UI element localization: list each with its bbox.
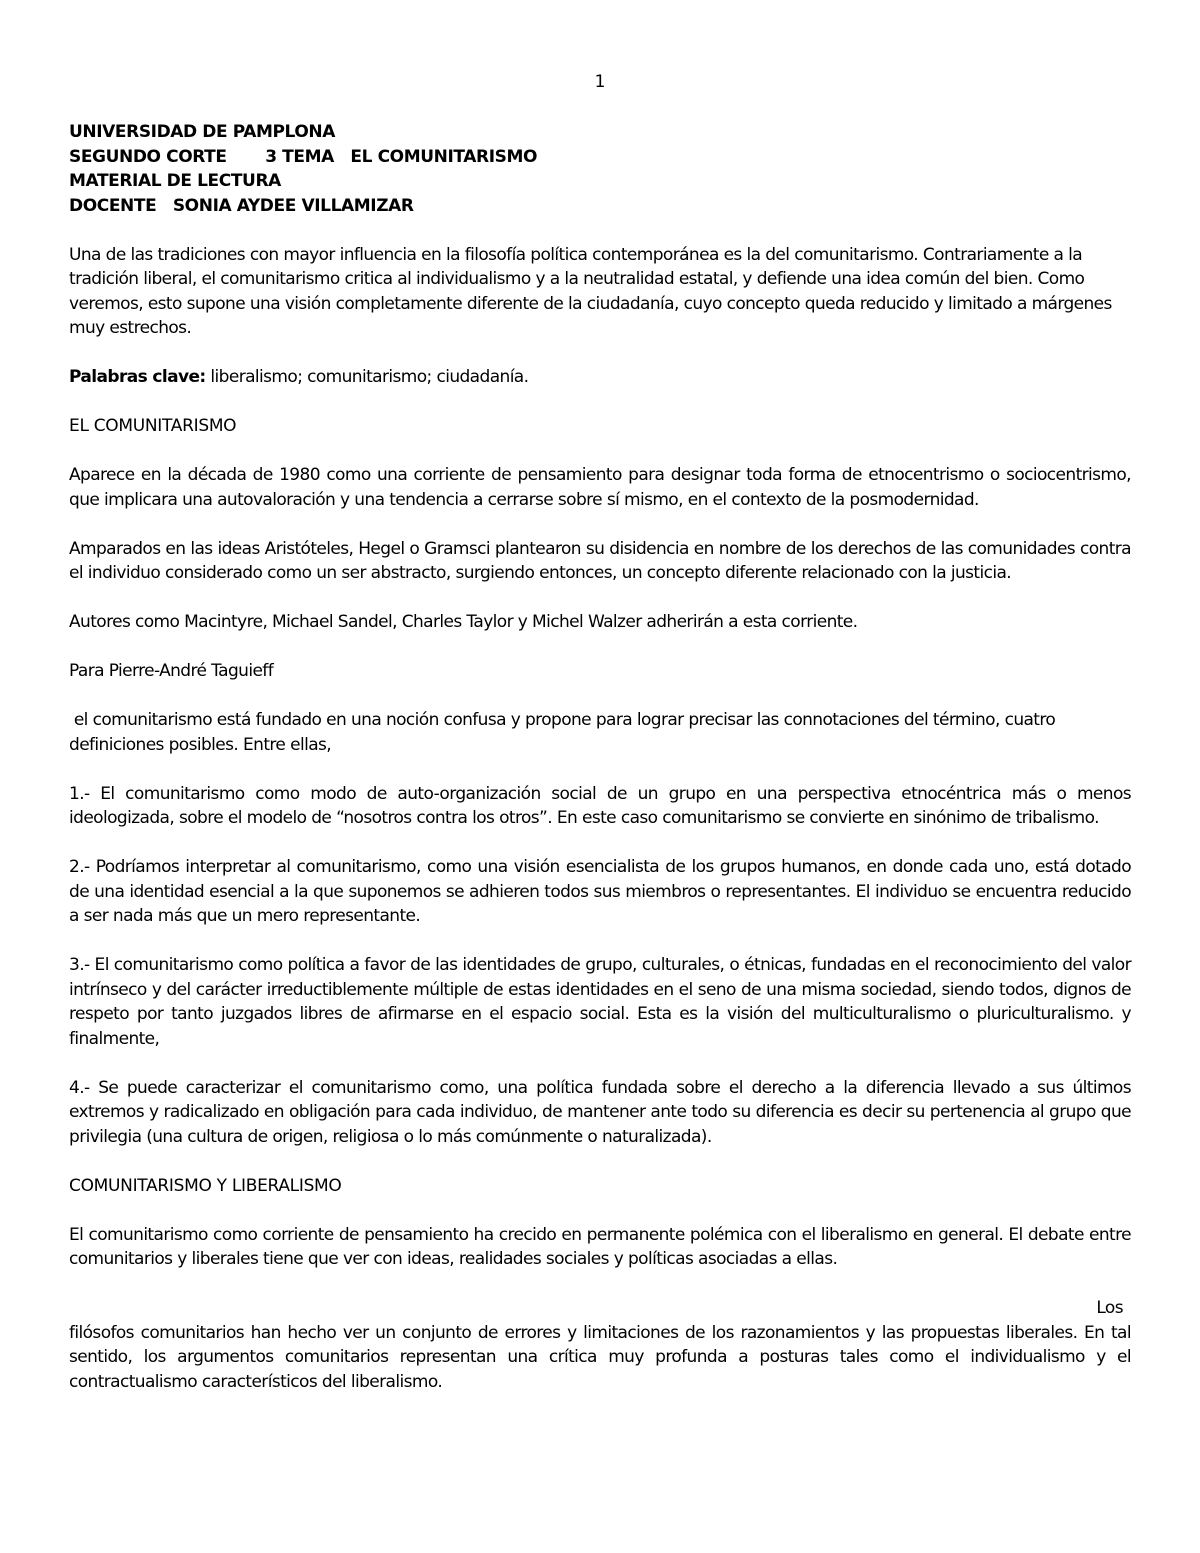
keywords-text: liberalismo; comunitarismo; ciudadanía. <box>205 367 529 387</box>
document-body <box>69 120 1131 1394</box>
paragraph-aparece: Aparece en la década de 1980 como una corriente de pensamiento para designar toda forma de etnocentrismo o sociocentrismo, que implicara una autovaloración y una tendencia a cerrarse sobre sí mismo, en el contexto de la posmodernidad. <box>69 465 1131 510</box>
definition-1: 1.- El comunitarismo como modo de auto-organización social de un grupo en una perspectiva etnocéntrica más o menos ideologizada, sobre el modelo de “nosotros contra los otros”. En este caso comunitarismo se convierte en sinónimo de tribalismo. <box>69 783 1131 828</box>
document-header <box>69 120 1131 218</box>
paragraph-filosofos-lead: Los <box>1096 1298 1123 1318</box>
header-material: MATERIAL DE LECTURA <box>69 171 281 191</box>
keywords-label: Palabras clave: <box>69 367 206 387</box>
paragraph-definiciones: el comunitarismo está fundado en una noción confusa y propone para lograr precisar las connotaciones del término, cuatro definiciones posibles. Entre ellas, <box>69 710 1061 755</box>
paragraph-filosofos <box>69 1296 1131 1394</box>
definition-2: 2.- Podríamos interpretar al comunitarismo, como una visión esencialista de los grupos humanos, en donde cada uno, está dotado de una identidad esencial a la que suponemos se adhieren todos sus miembros o representantes. El individuo se encuentra reducido a ser nada más que un mero representante. <box>69 857 1131 926</box>
paragraph-autores: Autores como Macintyre, Michael Sandel, Charles Taylor y Michel Walzer adherirán a esta corriente. <box>69 612 858 632</box>
header-teacher: DOCENTE SONIA AYDEE VILLAMIZAR <box>69 195 414 216</box>
section-heading-comunitarismo <box>69 414 1131 439</box>
section-heading-comunitarismo-liberalismo <box>69 1174 1131 1199</box>
definition-4: 4.- Se puede caracterizar el comunitarismo como, una política fundada sobre el derecho a la diferencia llevado a sus últimos extremos y radicalizado en obligación para cada individuo, de mantener ante todo su diferencia es decir su pertenencia al grupo que privilegia (una cultura de origen, religiosa o lo más comúnmente o naturalizada). <box>69 1077 1131 1147</box>
paragraph-polemica: El comunitarismo como corriente de pensamiento ha crecido en permanente polémica con el liberalismo en general. El debate entre comunitarios y liberales tiene que ver con ideas, realidades sociales y políticas asociadas a ellas. <box>69 1224 1131 1269</box>
paragraph-taguieff: Para Pierre-André Taguieff <box>69 661 274 681</box>
page-number: 1 <box>594 72 606 92</box>
header-university: UNIVERSIDAD DE PAMPLONA <box>69 122 336 142</box>
paragraph-amparados: Amparados en las ideas Aristóteles, Hegel o Gramsci plantearon su disidencia en nombre de los derechos de las comunidades contra el individuo considerado como un ser abstracto, surgiendo entonces, un concepto diferente relacionado con la justicia. <box>69 538 1131 583</box>
paragraph-filosofos-body: filósofos comunitarios han hecho ver un conjunto de errores y limitaciones de los razonamientos y las propuestas liberales. En tal sentido, los argumentos comunitarios representan una crítica muy profunda a posturas tales como el individualismo y el contractualismo característicos del liberalismo. <box>69 1322 1131 1392</box>
header-course-topic: SEGUNDO CORTE 3 TEMA EL COMUNITARISMO <box>69 146 538 167</box>
section2-heading-text: COMUNITARISMO Y LIBERALISMO <box>69 1175 342 1196</box>
definition-3: 3.- El comunitarismo como política a favor de las identidades de grupo, culturales, o étnicas, fundadas en el reconocimiento del valor intrínseco y del carácter irreductiblemente múltiple de estas identidades en el seno de una misma sociedad, siendo todos, dignos de respeto por tanto juzgados libres de afirmarse en el espacio social. Esta es la visión del multiculturalismo o pluriculturalismo. y finalmente, <box>69 955 1131 1049</box>
section-heading-text: EL COMUNITARISMO <box>69 416 237 436</box>
keywords-line <box>69 365 1131 390</box>
intro-paragraph: Una de las tradiciones con mayor influencia en la filosofía política contemporánea es la del comunitarismo. Contrariamente a la tradición liberal, el comunitarismo critica al individualismo y a la neutralidad estatal, y defiende una idea común del bien. Como veremos, esto supone una visión completamente diferente de la ciudadanía, cuyo concepto queda reducido y limitado a márgenes muy estrechos. <box>69 244 1112 338</box>
